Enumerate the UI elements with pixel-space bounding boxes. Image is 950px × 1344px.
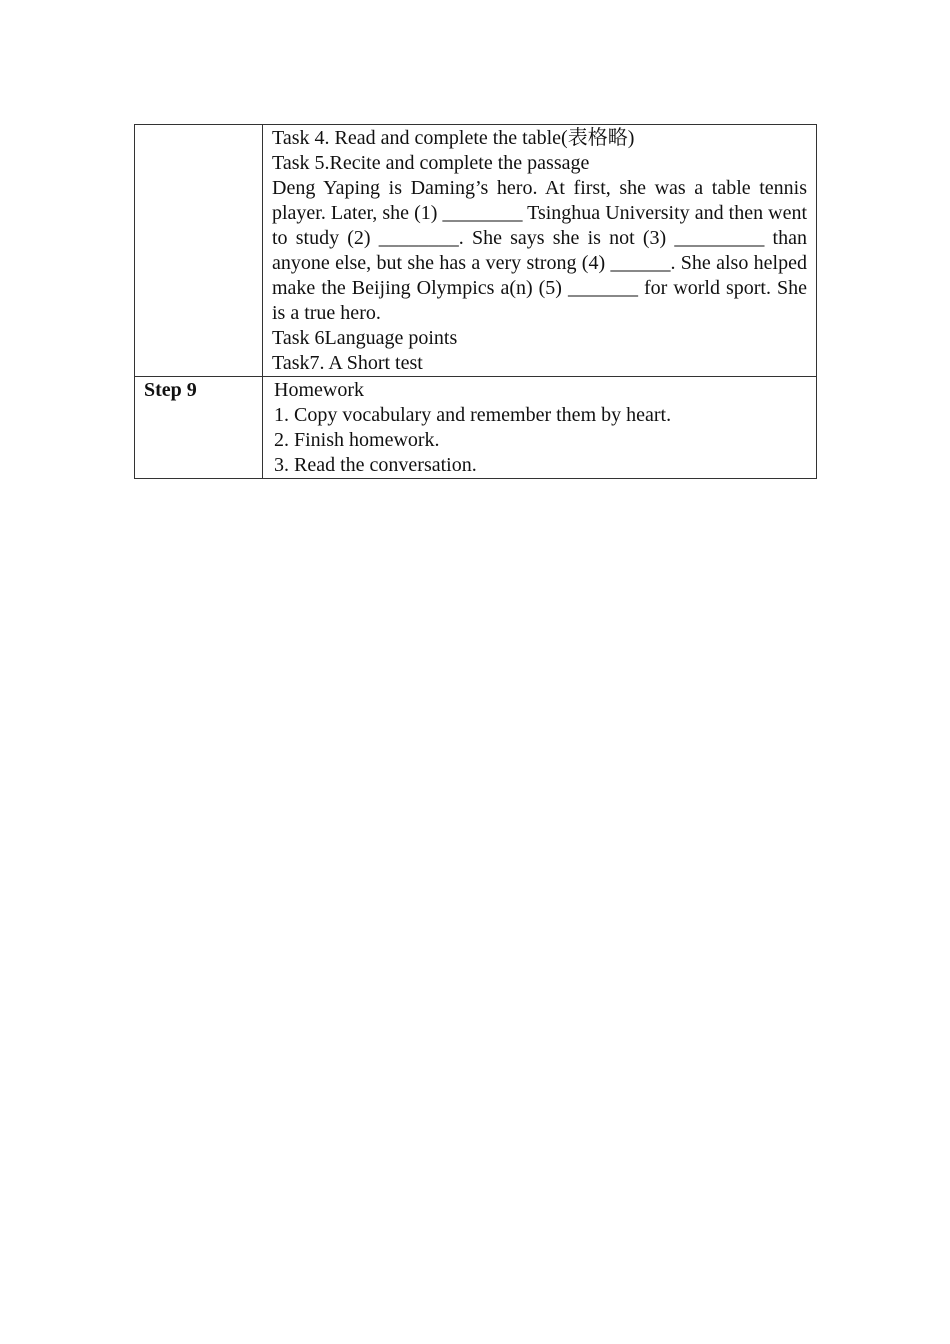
homework-heading: Homework (274, 379, 364, 401)
lesson-plan-table (134, 124, 817, 479)
homework-item: 2. Finish homework. (274, 429, 440, 451)
task-5-text: Task 5.Recite and complete the passage (272, 152, 590, 174)
table-row (135, 377, 817, 479)
step-9-label: Step 9 (144, 379, 197, 401)
homework-cell (263, 377, 817, 479)
step-9-cell (135, 377, 263, 479)
task-4-text: Task 4. Read and complete the table(表格略) (272, 127, 635, 149)
fill-in-passage: Deng Yaping is Daming’s hero. At first, she was a table tennis player. Later, she (1) ________ Tsinghua University and then went to study (2) ________. She says she is not (3) _________ than anyone else, but she has a very strong (4) ______. She also helped make the Beijing Olympics a(n) (5) _______ for world sport. She is a true hero. (272, 177, 807, 324)
table-row (135, 125, 817, 377)
tasks-cell (263, 125, 817, 377)
homework-item: 3. Read the conversation. (274, 454, 477, 476)
homework-item: 1. Copy vocabulary and remember them by heart. (274, 404, 672, 426)
task-7-text: Task7. A Short test (272, 352, 423, 374)
task-6-text: Task 6Language points (272, 327, 458, 349)
step-cell-empty (135, 125, 263, 377)
